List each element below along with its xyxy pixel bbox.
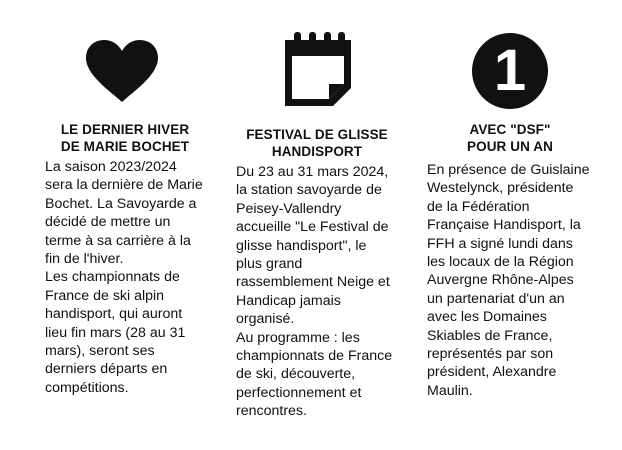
text-dsf: En présence de Guislaine Westelynck, présidente de la Fédération Française Handisport, la FFH a signé lundi dans les locaux de la Région Auvergne Rhône-Alpes un partenariat d'un an avec les Domaines Skiables de France, représentés par son président, Alexandre Maulin. (427, 162, 590, 399)
number-one-label: 1 (493, 38, 527, 103)
title-marie-bochet: LE DERNIER HIVER DE MARIE BOCHET (60, 122, 190, 154)
text-festival: Du 23 au 31 mars 2024, la station savoyarde de Peisey-Vallendry accueille "Le Festival de glisse handisport", le plus grand rassemblement Neige et Handicap jamais organisé. Au programme : les championnats de France de ski, découverte, perfectionnement et rencontres. (236, 164, 393, 420)
title-festival: FESTIVAL DE GLISSE HANDISPORT (246, 127, 388, 159)
title-dsf: AVEC "DSF" POUR UN AN (466, 122, 553, 154)
number-one-icon (472, 33, 548, 109)
text-marie-bochet: La saison 2023/2024 sera la dernière de Marie Bochet. La Savoyarde a décidé de mettre un terme à sa carrière à la fin de l'hiver. Les championnats de France de ski alpin handisport, qui auront lieu fin mars (28 au 31 mars), seront ses derniers départs en compétitions. (45, 159, 203, 396)
